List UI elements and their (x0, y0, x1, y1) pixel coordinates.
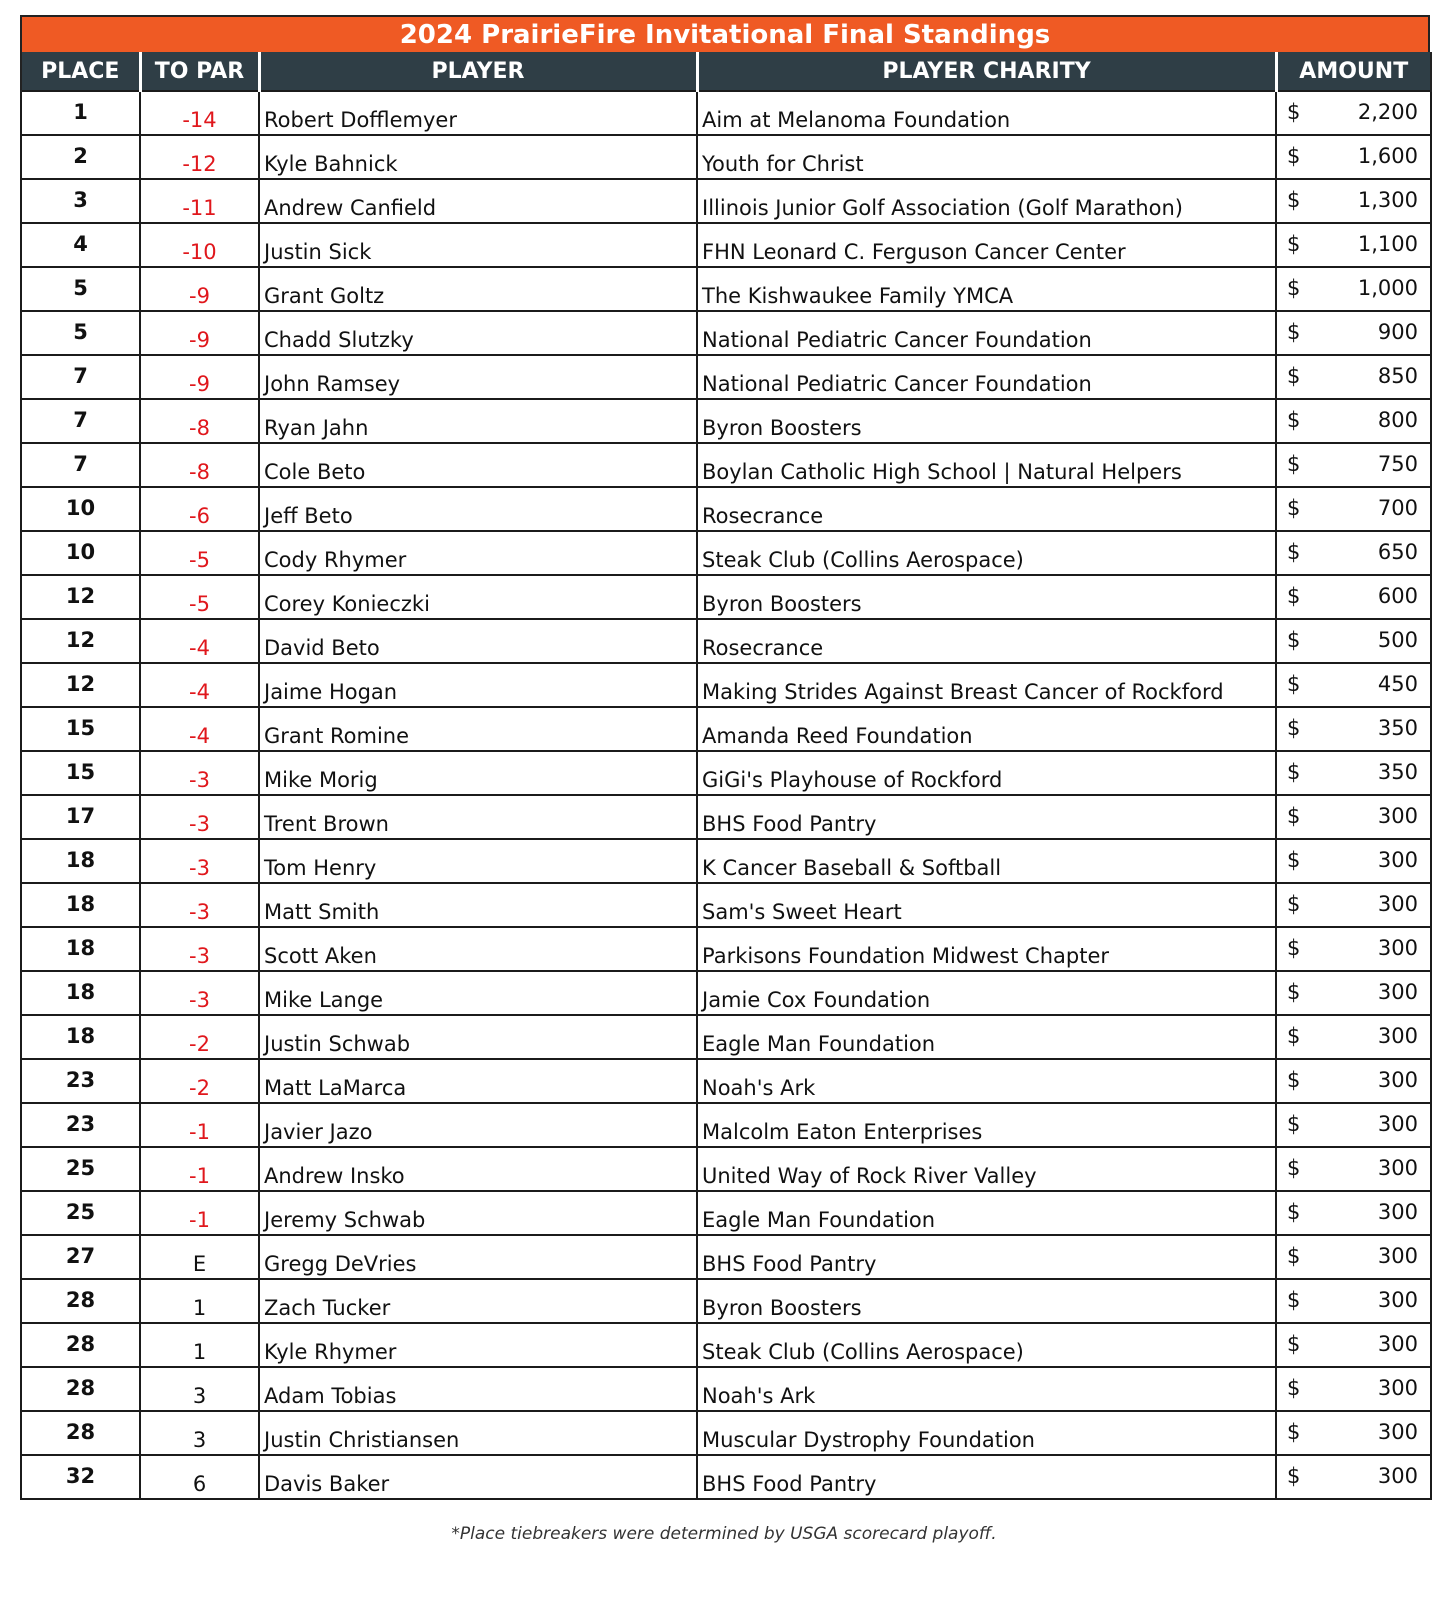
amount-cell (1276, 619, 1431, 663)
amount-value: 2,200 (1357, 100, 1418, 124)
table-row (21, 619, 1431, 663)
table-row (21, 1015, 1431, 1059)
place-cell: 12 (21, 575, 140, 619)
charity-cell: National Pediatric Cancer Foundation (697, 311, 1276, 355)
to-par-cell: 3 (140, 1367, 259, 1411)
to-par-cell: -1 (140, 1191, 259, 1235)
to-par-cell: 3 (140, 1411, 259, 1455)
amount-value: 300 (1377, 1024, 1418, 1048)
currency-symbol: $ (1287, 540, 1301, 564)
to-par-cell: -9 (140, 267, 259, 311)
table-row (21, 1411, 1431, 1455)
table-row (21, 531, 1431, 575)
table-row (21, 839, 1431, 883)
table-row (21, 135, 1431, 179)
to-par-cell: -3 (140, 883, 259, 927)
to-par-cell: -3 (140, 971, 259, 1015)
currency-symbol: $ (1287, 364, 1301, 388)
player-cell: Trent Brown (259, 795, 697, 839)
charity-cell: BHS Food Pantry (697, 795, 1276, 839)
amount-value: 600 (1377, 584, 1418, 608)
charity-cell: BHS Food Pantry (697, 1235, 1276, 1279)
charity-cell: BHS Food Pantry (697, 1455, 1276, 1499)
amount-cell (1276, 1411, 1431, 1455)
currency-symbol: $ (1287, 1376, 1301, 1400)
amount-cell (1276, 707, 1431, 751)
charity-cell: Malcolm Eaton Enterprises (697, 1103, 1276, 1147)
table-row (21, 795, 1431, 839)
player-cell: Ryan Jahn (259, 399, 697, 443)
to-par-cell: -4 (140, 707, 259, 751)
amount-cell (1276, 399, 1431, 443)
amount-cell (1276, 751, 1431, 795)
amount-cell (1276, 1323, 1431, 1367)
player-cell: Kyle Bahnick (259, 135, 697, 179)
amount-value: 300 (1377, 1244, 1418, 1268)
currency-symbol: $ (1287, 584, 1301, 608)
player-cell: Justin Schwab (259, 1015, 697, 1059)
currency-symbol: $ (1287, 1288, 1301, 1312)
to-par-cell: 1 (140, 1323, 259, 1367)
column-header-amount: AMOUNT (1276, 52, 1431, 91)
to-par-cell: -5 (140, 531, 259, 575)
charity-cell: United Way of Rock River Valley (697, 1147, 1276, 1191)
to-par-cell: -11 (140, 179, 259, 223)
charity-cell: Muscular Dystrophy Foundation (697, 1411, 1276, 1455)
currency-symbol: $ (1287, 848, 1301, 872)
to-par-cell: -1 (140, 1147, 259, 1191)
to-par-cell: -9 (140, 311, 259, 355)
charity-cell: Byron Boosters (697, 1279, 1276, 1323)
player-cell: Tom Henry (259, 839, 697, 883)
place-cell: 18 (21, 1015, 140, 1059)
place-cell: 23 (21, 1059, 140, 1103)
amount-cell (1276, 1191, 1431, 1235)
amount-value: 850 (1377, 364, 1418, 388)
player-cell: Robert Dofflemyer (259, 91, 697, 135)
player-cell: Gregg DeVries (259, 1235, 697, 1279)
player-cell: Matt Smith (259, 883, 697, 927)
amount-cell (1276, 1235, 1431, 1279)
currency-symbol: $ (1287, 408, 1301, 432)
table-row (21, 1279, 1431, 1323)
to-par-cell: -2 (140, 1059, 259, 1103)
to-par-cell: -12 (140, 135, 259, 179)
to-par-cell: -3 (140, 839, 259, 883)
currency-symbol: $ (1287, 760, 1301, 784)
to-par-cell: -1 (140, 1103, 259, 1147)
amount-cell (1276, 531, 1431, 575)
amount-value: 900 (1377, 320, 1418, 344)
amount-cell (1276, 355, 1431, 399)
place-cell: 28 (21, 1411, 140, 1455)
to-par-cell: -10 (140, 223, 259, 267)
player-cell: Cody Rhymer (259, 531, 697, 575)
amount-cell (1276, 927, 1431, 971)
currency-symbol: $ (1287, 100, 1301, 124)
table-row (21, 355, 1431, 399)
charity-cell: Steak Club (Collins Aerospace) (697, 1323, 1276, 1367)
charity-cell: Noah's Ark (697, 1059, 1276, 1103)
table-row (21, 1455, 1431, 1499)
charity-cell: Rosecrance (697, 619, 1276, 663)
currency-symbol: $ (1287, 232, 1301, 256)
currency-symbol: $ (1287, 980, 1301, 1004)
player-cell: Davis Baker (259, 1455, 697, 1499)
table-row (21, 663, 1431, 707)
amount-cell (1276, 1279, 1431, 1323)
place-cell: 15 (21, 751, 140, 795)
amount-cell (1276, 91, 1431, 135)
player-cell: Jeremy Schwab (259, 1191, 697, 1235)
place-cell: 12 (21, 619, 140, 663)
currency-symbol: $ (1287, 452, 1301, 476)
amount-cell (1276, 487, 1431, 531)
place-cell: 18 (21, 839, 140, 883)
amount-value: 300 (1377, 1288, 1418, 1312)
to-par-cell: -5 (140, 575, 259, 619)
amount-cell (1276, 1059, 1431, 1103)
table-body (21, 91, 1431, 1499)
amount-value: 750 (1377, 452, 1418, 476)
player-cell: Andrew Insko (259, 1147, 697, 1191)
amount-cell (1276, 575, 1431, 619)
table-row (21, 575, 1431, 619)
amount-cell (1276, 839, 1431, 883)
table-row (21, 1059, 1431, 1103)
place-cell: 17 (21, 795, 140, 839)
to-par-cell: -4 (140, 619, 259, 663)
player-cell: Scott Aken (259, 927, 697, 971)
charity-cell: Jamie Cox Foundation (697, 971, 1276, 1015)
to-par-cell: -6 (140, 487, 259, 531)
amount-value: 300 (1377, 1200, 1418, 1224)
table-row (21, 927, 1431, 971)
table-row (21, 751, 1431, 795)
place-cell: 7 (21, 355, 140, 399)
player-cell: Javier Jazo (259, 1103, 697, 1147)
table-row (21, 971, 1431, 1015)
place-cell: 12 (21, 663, 140, 707)
player-cell: David Beto (259, 619, 697, 663)
charity-cell: Steak Club (Collins Aerospace) (697, 531, 1276, 575)
currency-symbol: $ (1287, 188, 1301, 212)
place-cell: 5 (21, 267, 140, 311)
amount-cell (1276, 1015, 1431, 1059)
amount-value: 350 (1377, 760, 1418, 784)
currency-symbol: $ (1287, 1332, 1301, 1356)
place-cell: 18 (21, 883, 140, 927)
currency-symbol: $ (1287, 276, 1301, 300)
place-cell: 10 (21, 531, 140, 575)
amount-value: 300 (1377, 892, 1418, 916)
amount-value: 650 (1377, 540, 1418, 564)
table-row (21, 487, 1431, 531)
amount-cell (1276, 1103, 1431, 1147)
place-cell: 28 (21, 1323, 140, 1367)
currency-symbol: $ (1287, 1156, 1301, 1180)
currency-symbol: $ (1287, 936, 1301, 960)
player-cell: John Ramsey (259, 355, 697, 399)
charity-cell: FHN Leonard C. Ferguson Cancer Center (697, 223, 1276, 267)
amount-cell (1276, 223, 1431, 267)
amount-cell (1276, 883, 1431, 927)
place-cell: 7 (21, 399, 140, 443)
amount-cell (1276, 1367, 1431, 1411)
player-cell: Adam Tobias (259, 1367, 697, 1411)
table-row (21, 443, 1431, 487)
amount-value: 300 (1377, 980, 1418, 1004)
table-row (21, 267, 1431, 311)
currency-symbol: $ (1287, 1112, 1301, 1136)
amount-value: 700 (1377, 496, 1418, 520)
currency-symbol: $ (1287, 144, 1301, 168)
place-cell: 18 (21, 971, 140, 1015)
table-row (21, 1323, 1431, 1367)
amount-value: 1,300 (1357, 188, 1418, 212)
player-cell: Justin Christiansen (259, 1411, 697, 1455)
page-title: 2024 PrairieFire Invitational Final Standings (20, 15, 1430, 52)
currency-symbol: $ (1287, 1068, 1301, 1092)
to-par-cell: 1 (140, 1279, 259, 1323)
player-cell: Grant Romine (259, 707, 697, 751)
amount-value: 1,100 (1357, 232, 1418, 256)
amount-value: 300 (1377, 1156, 1418, 1180)
place-cell: 25 (21, 1147, 140, 1191)
table-row (21, 91, 1431, 135)
player-cell: Justin Sick (259, 223, 697, 267)
to-par-cell: -2 (140, 1015, 259, 1059)
charity-cell: GiGi's Playhouse of Rockford (697, 751, 1276, 795)
to-par-cell: -8 (140, 443, 259, 487)
charity-cell: Parkisons Foundation Midwest Chapter (697, 927, 1276, 971)
table-row (21, 399, 1431, 443)
column-header-place: PLACE (21, 52, 140, 91)
amount-value: 300 (1377, 936, 1418, 960)
currency-symbol: $ (1287, 1464, 1301, 1488)
place-cell: 15 (21, 707, 140, 751)
place-cell: 3 (21, 179, 140, 223)
place-cell: 28 (21, 1279, 140, 1323)
player-cell: Corey Konieczki (259, 575, 697, 619)
table-row (21, 1235, 1431, 1279)
footnote: *Place tiebreakers were determined by USGA scorecard playoff. (451, 1524, 997, 1544)
table-row (21, 179, 1431, 223)
amount-value: 300 (1377, 848, 1418, 872)
player-cell: Grant Goltz (259, 267, 697, 311)
amount-value: 350 (1377, 716, 1418, 740)
place-cell: 4 (21, 223, 140, 267)
amount-cell (1276, 443, 1431, 487)
place-cell: 25 (21, 1191, 140, 1235)
currency-symbol: $ (1287, 1420, 1301, 1444)
place-cell: 5 (21, 311, 140, 355)
currency-symbol: $ (1287, 892, 1301, 916)
charity-cell: Byron Boosters (697, 575, 1276, 619)
charity-cell: Making Strides Against Breast Cancer of Rockford (697, 663, 1276, 707)
to-par-cell: -9 (140, 355, 259, 399)
amount-cell (1276, 311, 1431, 355)
to-par-cell: E (140, 1235, 259, 1279)
amount-value: 300 (1377, 1464, 1418, 1488)
charity-cell: Amanda Reed Foundation (697, 707, 1276, 751)
amount-value: 500 (1377, 628, 1418, 652)
player-cell: Matt LaMarca (259, 1059, 697, 1103)
charity-cell: Rosecrance (697, 487, 1276, 531)
currency-symbol: $ (1287, 672, 1301, 696)
currency-symbol: $ (1287, 804, 1301, 828)
to-par-cell: 6 (140, 1455, 259, 1499)
column-header-charity: PLAYER CHARITY (697, 52, 1276, 91)
player-cell: Mike Lange (259, 971, 697, 1015)
to-par-cell: -14 (140, 91, 259, 135)
table-row (21, 1147, 1431, 1191)
to-par-cell: -3 (140, 751, 259, 795)
place-cell: 7 (21, 443, 140, 487)
table-row (21, 311, 1431, 355)
currency-symbol: $ (1287, 1200, 1301, 1224)
amount-cell (1276, 795, 1431, 839)
amount-value: 300 (1377, 1332, 1418, 1356)
amount-value: 300 (1377, 1376, 1418, 1400)
amount-value: 300 (1377, 1420, 1418, 1444)
player-cell: Cole Beto (259, 443, 697, 487)
charity-cell: The Kishwaukee Family YMCA (697, 267, 1276, 311)
column-header-topar: TO PAR (140, 52, 259, 91)
player-cell: Mike Morig (259, 751, 697, 795)
player-cell: Kyle Rhymer (259, 1323, 697, 1367)
player-cell: Andrew Canfield (259, 179, 697, 223)
table-row (21, 223, 1431, 267)
amount-cell (1276, 1147, 1431, 1191)
charity-cell: Noah's Ark (697, 1367, 1276, 1411)
table-row (21, 1367, 1431, 1411)
amount-cell (1276, 663, 1431, 707)
currency-symbol: $ (1287, 716, 1301, 740)
player-cell: Zach Tucker (259, 1279, 697, 1323)
amount-cell (1276, 179, 1431, 223)
place-cell: 2 (21, 135, 140, 179)
amount-value: 800 (1377, 408, 1418, 432)
place-cell: 32 (21, 1455, 140, 1499)
charity-cell: National Pediatric Cancer Foundation (697, 355, 1276, 399)
charity-cell: Youth for Christ (697, 135, 1276, 179)
charity-cell: Eagle Man Foundation (697, 1191, 1276, 1235)
table-row (21, 883, 1431, 927)
player-cell: Jeff Beto (259, 487, 697, 531)
standings-sheet (20, 15, 1430, 1500)
amount-value: 1,600 (1357, 144, 1418, 168)
place-cell: 10 (21, 487, 140, 531)
charity-cell: Boylan Catholic High School | Natural Helpers (697, 443, 1276, 487)
place-cell: 27 (21, 1235, 140, 1279)
player-cell: Jaime Hogan (259, 663, 697, 707)
currency-symbol: $ (1287, 628, 1301, 652)
standings-table (20, 52, 1432, 1500)
amount-cell (1276, 971, 1431, 1015)
currency-symbol: $ (1287, 1244, 1301, 1268)
place-cell: 18 (21, 927, 140, 971)
amount-cell (1276, 135, 1431, 179)
amount-value: 300 (1377, 804, 1418, 828)
place-cell: 23 (21, 1103, 140, 1147)
player-cell: Chadd Slutzky (259, 311, 697, 355)
currency-symbol: $ (1287, 320, 1301, 344)
charity-cell: K Cancer Baseball & Softball (697, 839, 1276, 883)
charity-cell: Aim at Melanoma Foundation (697, 91, 1276, 135)
table-row (21, 707, 1431, 751)
amount-cell (1276, 1455, 1431, 1499)
amount-value: 450 (1377, 672, 1418, 696)
column-header-player: PLAYER (259, 52, 697, 91)
header-row (21, 52, 1431, 91)
amount-value: 1,000 (1357, 276, 1418, 300)
charity-cell: Byron Boosters (697, 399, 1276, 443)
place-cell: 1 (21, 91, 140, 135)
to-par-cell: -4 (140, 663, 259, 707)
amount-value: 300 (1377, 1068, 1418, 1092)
currency-symbol: $ (1287, 1024, 1301, 1048)
charity-cell: Eagle Man Foundation (697, 1015, 1276, 1059)
place-cell: 28 (21, 1367, 140, 1411)
charity-cell: Illinois Junior Golf Association (Golf Marathon) (697, 179, 1276, 223)
currency-symbol: $ (1287, 496, 1301, 520)
to-par-cell: -8 (140, 399, 259, 443)
to-par-cell: -3 (140, 927, 259, 971)
amount-value: 300 (1377, 1112, 1418, 1136)
table-row (21, 1191, 1431, 1235)
table-row (21, 1103, 1431, 1147)
amount-cell (1276, 267, 1431, 311)
charity-cell: Sam's Sweet Heart (697, 883, 1276, 927)
to-par-cell: -3 (140, 795, 259, 839)
